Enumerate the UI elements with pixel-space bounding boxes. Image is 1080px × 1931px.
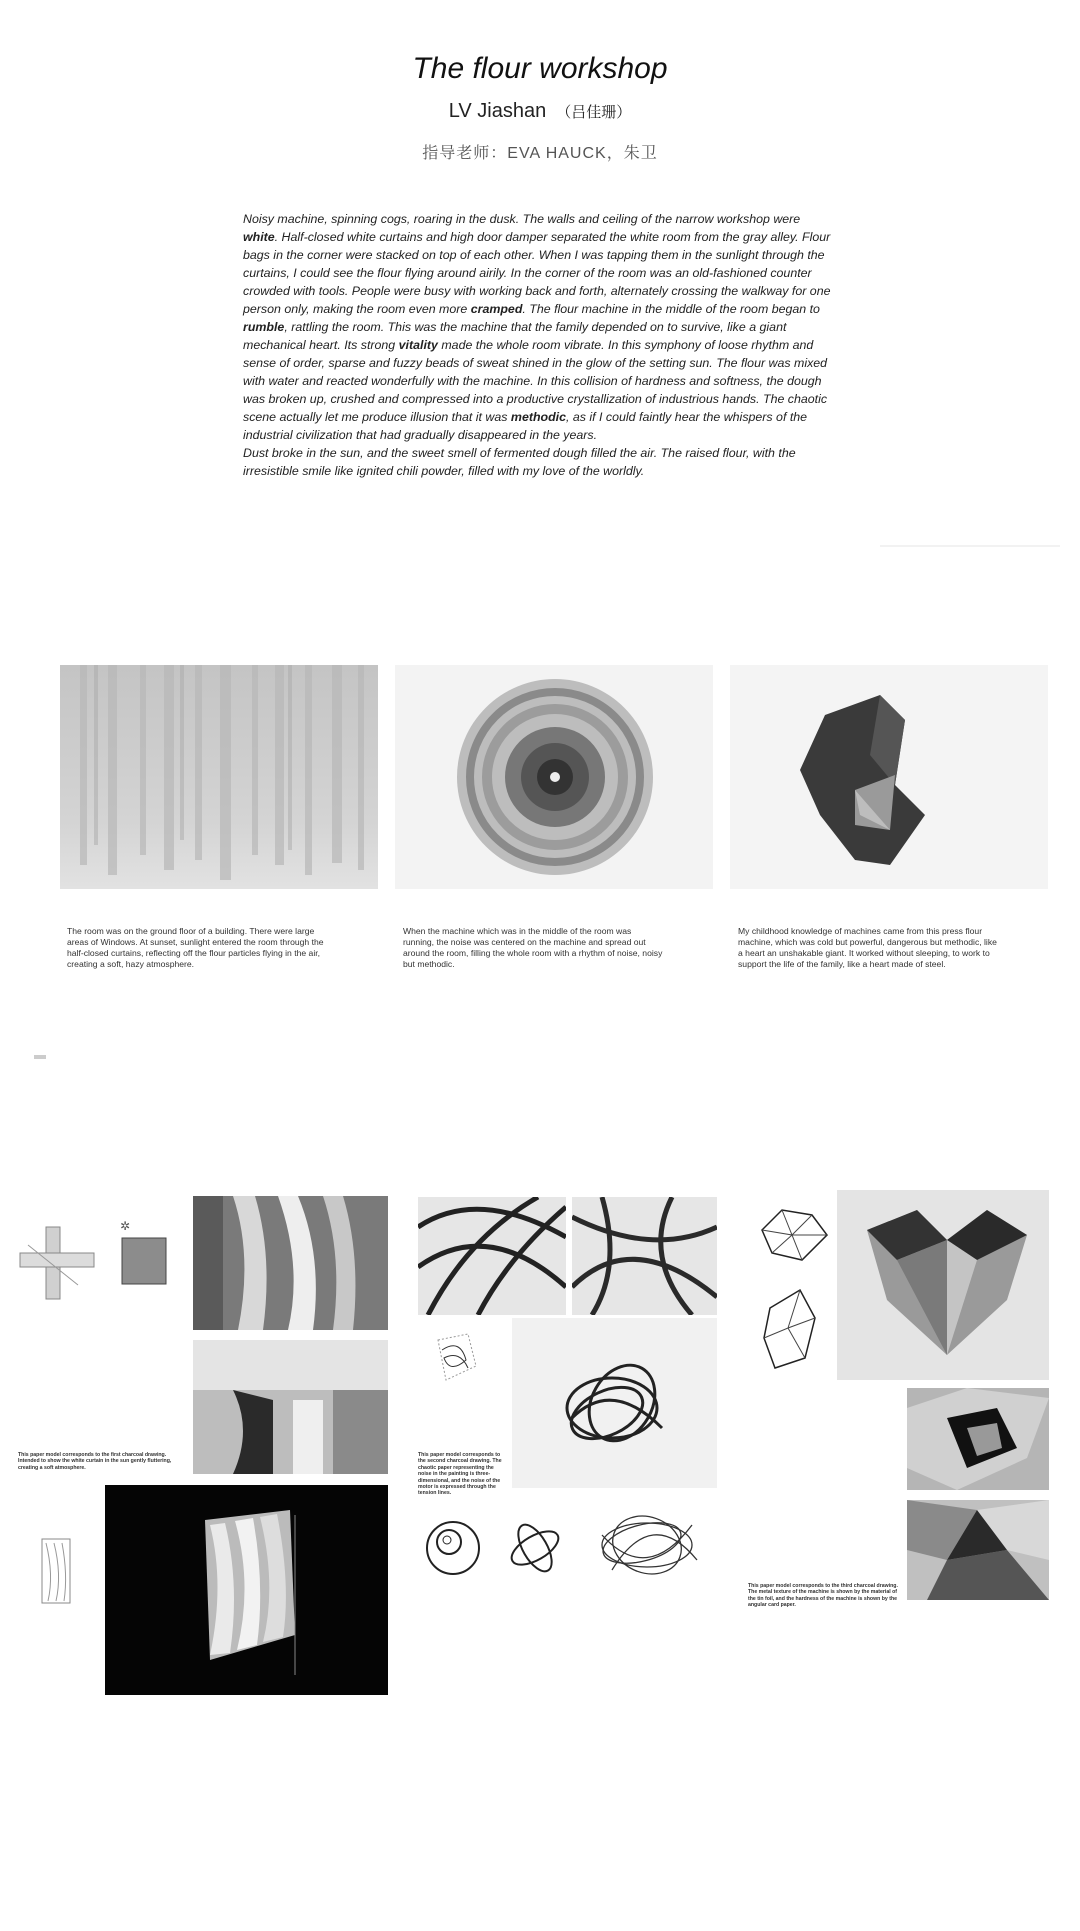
model-caption-left: This paper model corresponds to the first charcoal drawing. Intended to show the white curtain in the sun gently fluttering, creating a soft atmosphere. xyxy=(18,1452,172,1471)
essay-paragraph-2: Dust broke in the sun, and the sweet smell of fermented dough filled the air. The raised flour, with the irresistible smile like ignited chili powder, filled with my love of the worldly. xyxy=(243,446,796,478)
photo-curtain-model-2 xyxy=(193,1340,388,1474)
drawing-spiral-noise xyxy=(395,665,713,889)
photo-tangle-model-2 xyxy=(572,1197,717,1315)
drawing-forest-curtains xyxy=(60,665,378,889)
advisor-line: 指导老师：EVA HAUCK，朱卫 xyxy=(422,145,658,162)
essay-paragraph-1: Noisy machine, spinning cogs, roaring in the dusk. The walls and ceiling of the narrow workshop were white. Half-closed white curtains and high door damper separated the white room from the gray alley. Flour bags in the corner were stacked on top of each other. When I was tapping them in the sunlight through the curtains, I could see the flour flying around airily. In the corner of the room was an old-fashioned counter crowded with tools. People were busy with working back and forth, alternately crossing the walkway for one person only, making the room even more cramped. The flour machine in the middle of the room began to rumble, rattling the room. This was the machine that the family depended on to survive, like a giant mechanical heart. Its strong vitality made the whole room vibrate. In this symphony of loose rhythm and sense of order, sparse and fuzzy beads of sweat shined in the glow of the setting sun. The flour was mixed with water and reacted wonderfully with the machine. In this collision of hardness and softness, the dough was broken up, crushed and compressed into a productive crystallization of industrious hands. The chaotic scene actually let me produce illusion that it was methodic, as if I could faintly hear the whispers of the industrial civilization that had gradually disappeared in the years. xyxy=(243,212,831,442)
model-caption-right: This paper model corresponds to the third charcoal drawing. The metal texture of the machine is shown by the material of the tin foil, and the hardness of the machine is shown by the angular card paper. xyxy=(748,1583,898,1609)
page-title: The flour workshop xyxy=(412,52,668,85)
sketch-curtain-frame xyxy=(40,1535,74,1607)
drawing-caption-2: When the machine which was in the middle of the room was running, the noise was centered on the machine and spread out around the room, filling the whole room with a rhythm of noise, noisy but methodic. xyxy=(403,926,663,969)
sketch-crystal-1 xyxy=(752,1205,832,1265)
author-line xyxy=(0,100,1080,123)
sketch-circles xyxy=(423,1518,483,1580)
sketch-cube-tangle xyxy=(430,1330,480,1388)
sketch-block xyxy=(118,1218,168,1288)
divider xyxy=(880,545,1060,547)
photo-curtain-model-1 xyxy=(193,1196,388,1330)
photo-tangle-model-3 xyxy=(512,1318,717,1488)
sketch-crosses xyxy=(18,1225,96,1303)
drawing-steel-heart xyxy=(730,665,1048,889)
drawing-caption-1: The room was on the ground floor of a building. There were large areas of Windows. At sunset, sunlight entered the room through the half-closed curtains, reflecting off the flour particles flying in the air, creating a soft, hazy atmosphere. xyxy=(67,926,324,969)
divider-mark xyxy=(34,1055,46,1059)
sketch-scribble xyxy=(592,1505,702,1585)
author-name: LV Jiashan xyxy=(448,100,547,122)
photo-heart-model-2 xyxy=(907,1388,1049,1490)
sketch-crystal-2 xyxy=(760,1288,820,1373)
drawing-caption-3: My childhood knowledge of machines came from this press flour machine, which was cold but powerful, dangerous but methodic, like a heart an unshakable giant. It worked without sleeping, to work to support the life of the family, like a heart made of steel. xyxy=(738,926,997,969)
author-name-cn: （吕佳珊） xyxy=(556,104,632,121)
photo-tangle-model-1 xyxy=(418,1197,566,1315)
photo-heart-model-3 xyxy=(907,1500,1049,1600)
sketch-loops xyxy=(505,1515,565,1581)
model-caption-middle: This paper model corresponds to the second charcoal drawing. The chaotic paper representing the noise in the painting is three-dimensional, and the noise of the motor is expressed through the tension lines. xyxy=(418,1452,502,1497)
svg-text:✲: ✲ xyxy=(120,1219,131,1233)
photo-curtain-model-3 xyxy=(105,1485,388,1695)
photo-heart-model-1 xyxy=(837,1190,1049,1380)
essay-text xyxy=(243,210,833,480)
